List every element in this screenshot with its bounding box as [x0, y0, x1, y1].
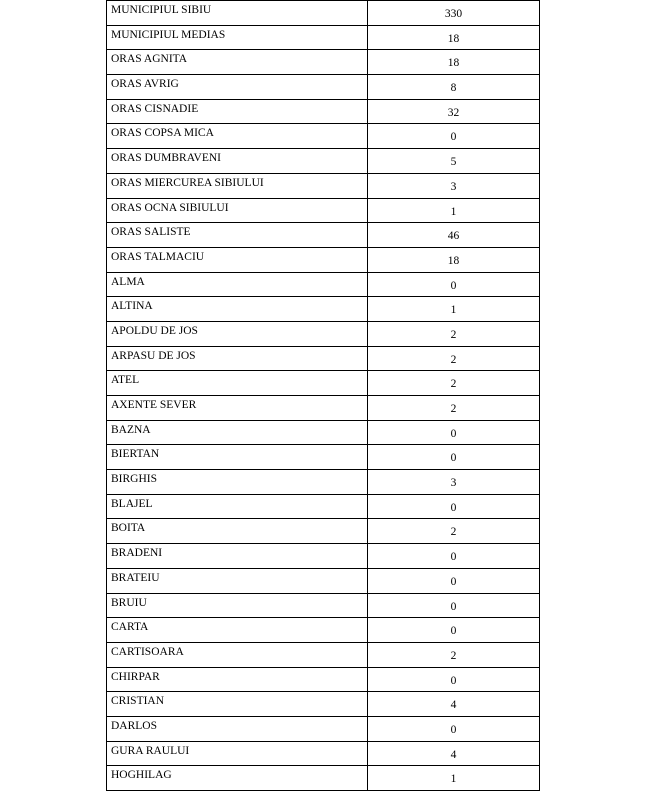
table-row	[107, 642, 540, 667]
table-row	[107, 223, 540, 248]
table-row	[107, 741, 540, 766]
locality-name-cell: MUNICIPIUL SIBIU	[107, 1, 368, 26]
locality-value-cell: 2	[368, 519, 540, 544]
locality-value-cell: 0	[368, 593, 540, 618]
locality-value-cell: 18	[368, 247, 540, 272]
table-row	[107, 667, 540, 692]
table-row	[107, 494, 540, 519]
table-row	[107, 272, 540, 297]
locality-name-cell: ALMA	[107, 272, 368, 297]
table-row	[107, 198, 540, 223]
locality-name-cell: HOGHILAG	[107, 766, 368, 791]
locality-value-cell: 330	[368, 1, 540, 26]
table-row	[107, 297, 540, 322]
table-row	[107, 1, 540, 26]
table-row	[107, 568, 540, 593]
locality-value-cell: 4	[368, 741, 540, 766]
locality-value-cell: 32	[368, 99, 540, 124]
locality-value-cell: 0	[368, 445, 540, 470]
table-row	[107, 716, 540, 741]
locality-value-cell: 0	[368, 568, 540, 593]
locality-name-cell: APOLDU DE JOS	[107, 321, 368, 346]
locality-value-cell: 0	[368, 618, 540, 643]
locality-name-cell: ORAS TALMACIU	[107, 247, 368, 272]
table-row	[107, 420, 540, 445]
table-row	[107, 149, 540, 174]
locality-table	[106, 0, 540, 791]
table-row	[107, 75, 540, 100]
locality-value-cell: 46	[368, 223, 540, 248]
locality-name-cell: BLAJEL	[107, 494, 368, 519]
locality-name-cell: ATEL	[107, 371, 368, 396]
locality-value-cell: 3	[368, 173, 540, 198]
locality-table-body	[107, 1, 540, 791]
locality-value-cell: 1	[368, 198, 540, 223]
locality-name-cell: MUNICIPIUL MEDIAS	[107, 25, 368, 50]
locality-value-cell: 18	[368, 50, 540, 75]
locality-value-cell: 2	[368, 321, 540, 346]
locality-name-cell: ORAS SALISTE	[107, 223, 368, 248]
locality-value-cell: 0	[368, 124, 540, 149]
locality-name-cell: BRUIU	[107, 593, 368, 618]
locality-name-cell: CARTA	[107, 618, 368, 643]
locality-value-cell: 1	[368, 297, 540, 322]
locality-name-cell: ORAS CISNADIE	[107, 99, 368, 124]
table-row	[107, 618, 540, 643]
locality-name-cell: CARTISOARA	[107, 642, 368, 667]
table-row	[107, 346, 540, 371]
table-row	[107, 321, 540, 346]
table-row	[107, 99, 540, 124]
locality-name-cell: AXENTE SEVER	[107, 396, 368, 421]
table-row	[107, 50, 540, 75]
locality-value-cell: 18	[368, 25, 540, 50]
locality-name-cell: BAZNA	[107, 420, 368, 445]
locality-name-cell: ORAS AVRIG	[107, 75, 368, 100]
locality-value-cell: 3	[368, 470, 540, 495]
table-row	[107, 445, 540, 470]
table-row	[107, 173, 540, 198]
locality-value-cell: 0	[368, 544, 540, 569]
locality-name-cell: ORAS MIERCUREA SIBIULUI	[107, 173, 368, 198]
table-row	[107, 692, 540, 717]
table-row	[107, 247, 540, 272]
locality-value-cell: 0	[368, 272, 540, 297]
locality-value-cell: 2	[368, 642, 540, 667]
locality-name-cell: ORAS DUMBRAVENI	[107, 149, 368, 174]
locality-name-cell: DARLOS	[107, 716, 368, 741]
locality-value-cell: 8	[368, 75, 540, 100]
locality-value-cell: 1	[368, 766, 540, 791]
locality-name-cell: ARPASU DE JOS	[107, 346, 368, 371]
locality-value-cell: 0	[368, 494, 540, 519]
locality-name-cell: ORAS COPSA MICA	[107, 124, 368, 149]
table-row	[107, 519, 540, 544]
locality-name-cell: BRADENI	[107, 544, 368, 569]
locality-name-cell: BRATEIU	[107, 568, 368, 593]
table-row	[107, 371, 540, 396]
locality-name-cell: CHIRPAR	[107, 667, 368, 692]
table-row	[107, 124, 540, 149]
locality-value-cell: 4	[368, 692, 540, 717]
locality-name-cell: GURA RAULUI	[107, 741, 368, 766]
locality-value-cell: 2	[368, 346, 540, 371]
locality-value-cell: 5	[368, 149, 540, 174]
locality-name-cell: BIRGHIS	[107, 470, 368, 495]
locality-value-cell: 0	[368, 420, 540, 445]
locality-name-cell: CRISTIAN	[107, 692, 368, 717]
locality-value-cell: 0	[368, 667, 540, 692]
locality-value-cell: 0	[368, 716, 540, 741]
locality-name-cell: ALTINA	[107, 297, 368, 322]
locality-name-cell: BOITA	[107, 519, 368, 544]
table-row	[107, 396, 540, 421]
table-row	[107, 25, 540, 50]
table-row	[107, 766, 540, 791]
locality-value-cell: 2	[368, 396, 540, 421]
locality-table-container	[106, 0, 540, 791]
locality-name-cell: ORAS AGNITA	[107, 50, 368, 75]
locality-name-cell: ORAS OCNA SIBIULUI	[107, 198, 368, 223]
table-row	[107, 544, 540, 569]
table-row	[107, 470, 540, 495]
table-row	[107, 593, 540, 618]
locality-value-cell: 2	[368, 371, 540, 396]
locality-name-cell: BIERTAN	[107, 445, 368, 470]
